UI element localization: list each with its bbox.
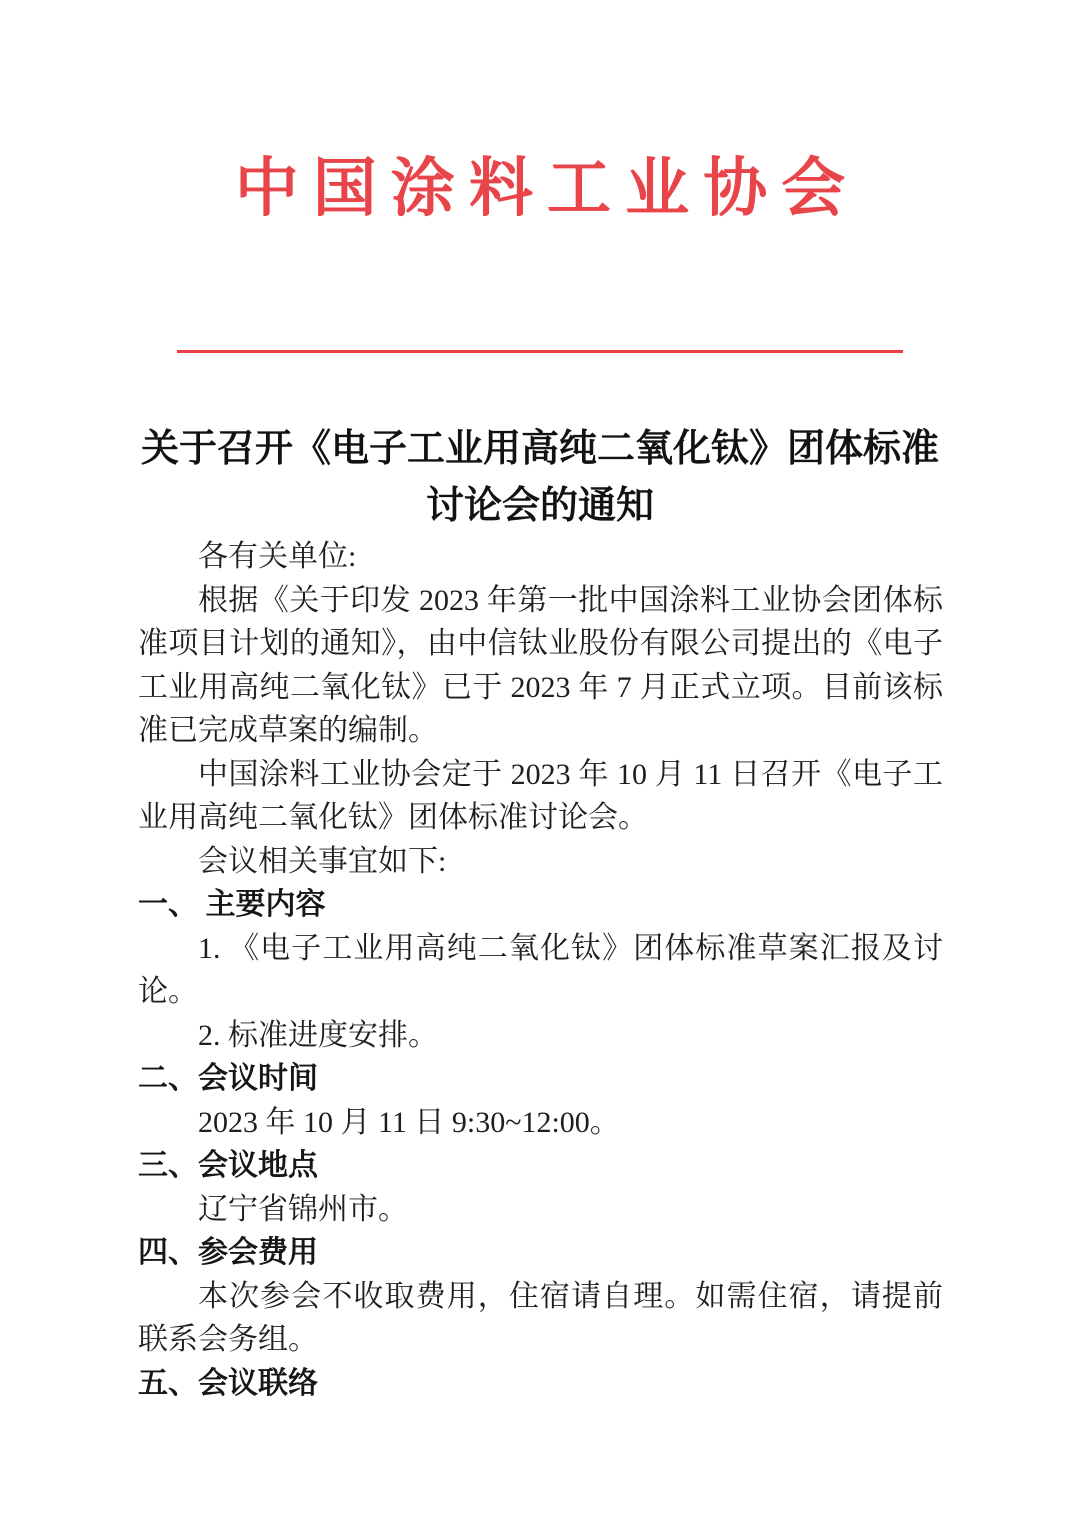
paragraph-meeting-announcement: 中国涂料工业协会定于 2023 年 10 月 11 日召开《电子工业用高纯二氧化钛》团体标准讨论会。 bbox=[138, 757, 943, 834]
section-heading-participation-fee: 四、参会费用 bbox=[138, 1236, 318, 1269]
notice-title bbox=[0, 421, 1080, 535]
paragraph-meeting-location: 辽宁省锦州市。 bbox=[198, 1192, 408, 1226]
notice-title-line-1: 关于召开《电子工业用高纯二氧化钛》团体标准 bbox=[140, 428, 939, 470]
letterhead-org-name: 中国涂料工业协会 bbox=[234, 153, 860, 224]
section-heading-meeting-contact: 五、会议联络 bbox=[138, 1366, 318, 1400]
section-heading-main-content: 一、 主要内容 bbox=[138, 888, 326, 921]
paragraph-meeting-time: 2023 年 10 月 11 日 9:30~12:00。 bbox=[198, 1105, 620, 1139]
salutation: 各有关单位: bbox=[198, 540, 357, 573]
paragraph-participation-fee: 本次参会不收取费用，住宿请自理。如需住宿，请提前联系会务组。 bbox=[138, 1279, 943, 1356]
section-heading-meeting-location: 三、会议地点 bbox=[138, 1149, 318, 1182]
notice-body bbox=[0, 535, 1080, 1405]
paragraph-matters-intro: 会议相关事宜如下: bbox=[198, 844, 447, 878]
section-heading-meeting-time: 二、会议时间 bbox=[138, 1062, 318, 1095]
paragraph-background: 根据《关于印发 2023 年第一批中国涂料工业协会团体标准项目计划的通知》，由中信钛业股份有限公司提出的《电子工业用高纯二氧化钛》已于 2023 年 7 月正式立项。目前该标准已完成草案的编制。 bbox=[138, 583, 943, 747]
list-item-1: 1. 《电子工业用高纯二氧化钛》团体标准草案汇报及讨论。 bbox=[138, 931, 943, 1008]
letterhead-divider-line bbox=[177, 350, 903, 353]
list-item-2: 2. 标准进度安排。 bbox=[198, 1018, 438, 1052]
notice-title-line-2: 讨论会的通知 bbox=[425, 485, 654, 527]
